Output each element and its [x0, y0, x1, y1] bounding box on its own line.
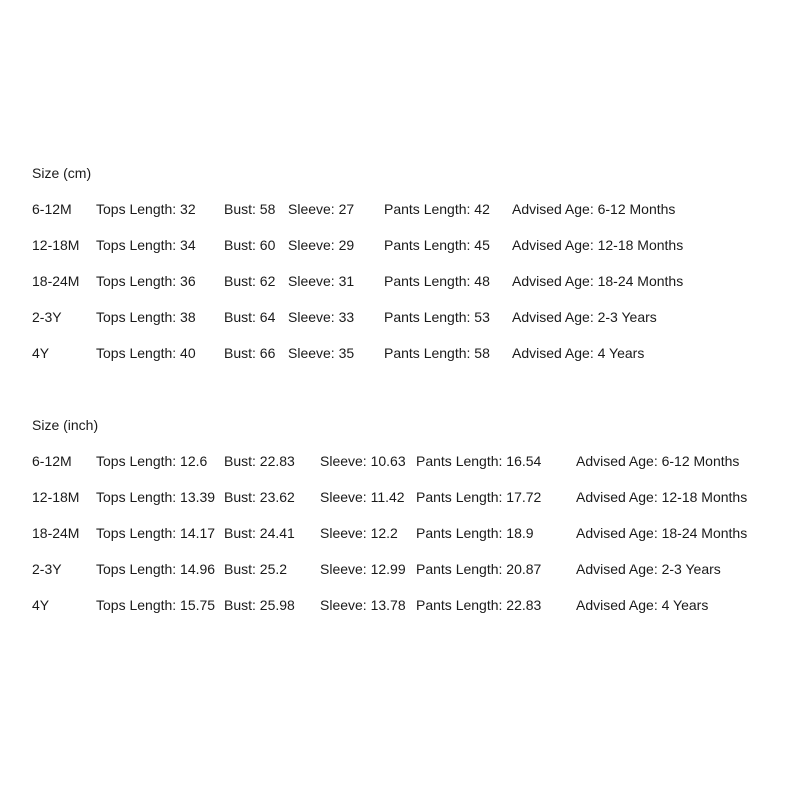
advised-age: Advised Age: 4 Years [576, 597, 709, 613]
size-chart-inch [32, 416, 772, 632]
bust: Bust: 58 [224, 201, 276, 217]
bust: Bust: 60 [224, 237, 276, 253]
sleeve: Sleeve: 10.63 [320, 453, 406, 469]
advised-age: Advised Age: 12-18 Months [512, 237, 684, 253]
bust: Bust: 23.62 [224, 489, 295, 505]
tops-length: Tops Length: 36 [96, 273, 196, 289]
bust: Bust: 25.2 [224, 561, 288, 577]
sleeve: Sleeve: 35 [288, 345, 355, 361]
size-rows-inch [32, 452, 772, 632]
advised-age: Advised Age: 2-3 Years [512, 309, 657, 325]
size-chart-cm [32, 164, 772, 380]
sleeve: Sleeve: 12.2 [320, 525, 398, 541]
sleeve: Sleeve: 29 [288, 237, 355, 253]
table-row [32, 308, 772, 344]
tops-length: Tops Length: 12.6 [96, 453, 208, 469]
size-label: 2-3Y [32, 561, 62, 577]
size-label: 18-24M [32, 273, 80, 289]
tops-length: Tops Length: 13.39 [96, 489, 216, 505]
section-title-inch: Size (inch) [32, 417, 99, 433]
tops-length: Tops Length: 14.17 [96, 525, 216, 541]
pants-length: Pants Length: 58 [384, 345, 490, 361]
tops-length: Tops Length: 38 [96, 309, 196, 325]
advised-age: Advised Age: 18-24 Months [576, 525, 748, 541]
table-row [32, 596, 772, 632]
pants-length: Pants Length: 53 [384, 309, 490, 325]
advised-age: Advised Age: 4 Years [512, 345, 645, 361]
table-row [32, 560, 772, 596]
pants-length: Pants Length: 18.9 [416, 525, 534, 541]
advised-age: Advised Age: 18-24 Months [512, 273, 684, 289]
sleeve: Sleeve: 11.42 [320, 489, 405, 505]
pants-length: Pants Length: 42 [384, 201, 490, 217]
size-label: 4Y [32, 597, 50, 613]
section-title-cm: Size (cm) [32, 165, 92, 181]
tops-length: Tops Length: 15.75 [96, 597, 216, 613]
size-label: 6-12M [32, 453, 72, 469]
size-label: 18-24M [32, 525, 80, 541]
bust: Bust: 22.83 [224, 453, 295, 469]
advised-age: Advised Age: 6-12 Months [576, 453, 740, 469]
pants-length: Pants Length: 16.54 [416, 453, 542, 469]
size-label: 4Y [32, 345, 50, 361]
pants-length: Pants Length: 45 [384, 237, 490, 253]
advised-age: Advised Age: 2-3 Years [576, 561, 721, 577]
sleeve: Sleeve: 31 [288, 273, 355, 289]
pants-length: Pants Length: 17.72 [416, 489, 542, 505]
table-row [32, 452, 772, 488]
table-row [32, 236, 772, 272]
bust: Bust: 25.98 [224, 597, 295, 613]
pants-length: Pants Length: 22.83 [416, 597, 542, 613]
table-row [32, 272, 772, 308]
size-label: 2-3Y [32, 309, 62, 325]
table-row [32, 488, 772, 524]
size-rows-cm [32, 200, 772, 380]
bust: Bust: 24.41 [224, 525, 295, 541]
sleeve: Sleeve: 12.99 [320, 561, 406, 577]
sleeve: Sleeve: 33 [288, 309, 355, 325]
tops-length: Tops Length: 14.96 [96, 561, 216, 577]
advised-age: Advised Age: 6-12 Months [512, 201, 676, 217]
bust: Bust: 62 [224, 273, 276, 289]
size-label: 12-18M [32, 489, 80, 505]
tops-length: Tops Length: 32 [96, 201, 196, 217]
pants-length: Pants Length: 48 [384, 273, 490, 289]
size-label: 6-12M [32, 201, 72, 217]
table-row [32, 200, 772, 236]
bust: Bust: 64 [224, 309, 276, 325]
tops-length: Tops Length: 34 [96, 237, 196, 253]
tops-length: Tops Length: 40 [96, 345, 196, 361]
sleeve: Sleeve: 27 [288, 201, 355, 217]
size-label: 12-18M [32, 237, 80, 253]
advised-age: Advised Age: 12-18 Months [576, 489, 748, 505]
table-row [32, 344, 772, 380]
bust: Bust: 66 [224, 345, 276, 361]
table-row [32, 524, 772, 560]
sleeve: Sleeve: 13.78 [320, 597, 406, 613]
pants-length: Pants Length: 20.87 [416, 561, 542, 577]
